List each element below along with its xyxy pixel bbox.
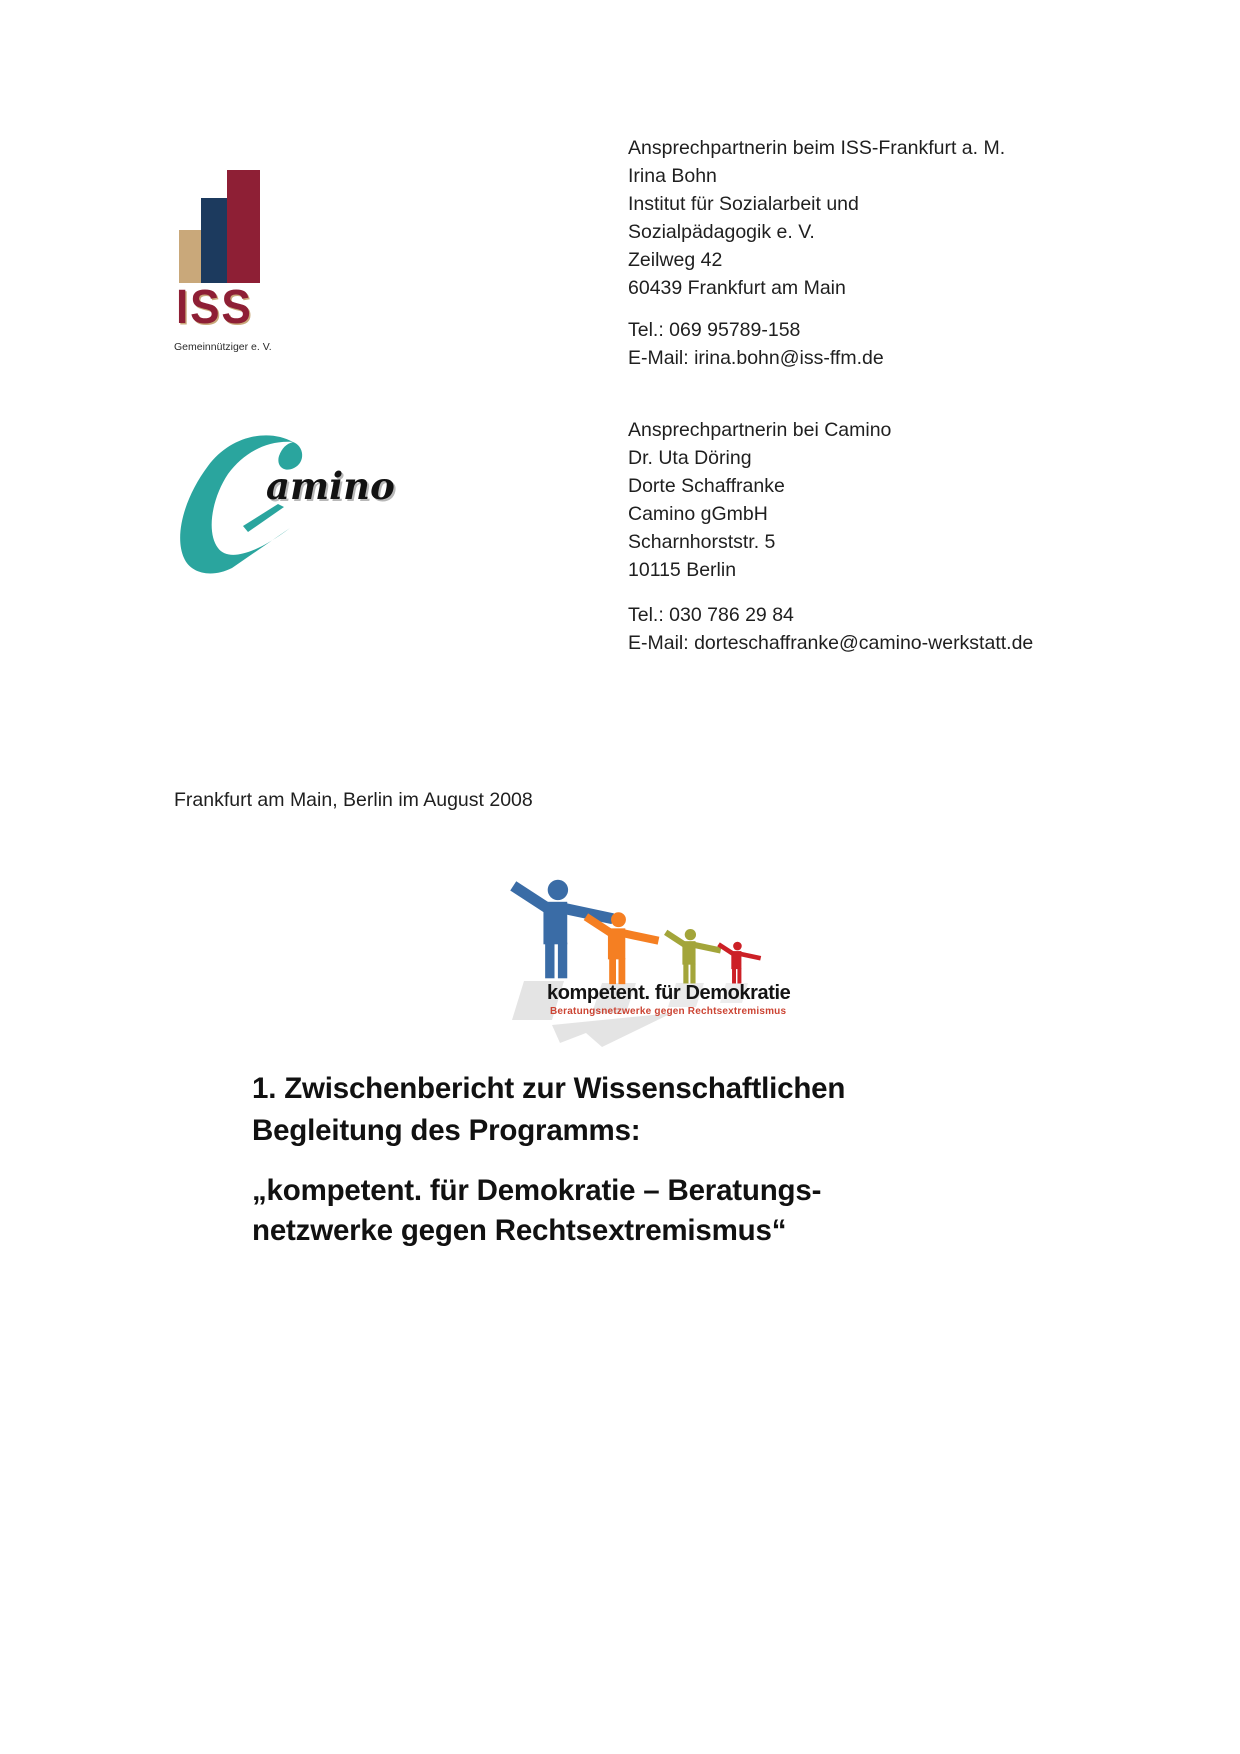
- contact-line: Dr. Uta Döring: [628, 447, 752, 469]
- report-title: [252, 1068, 1012, 1251]
- contact-line: Dorte Schaffranke: [628, 475, 785, 497]
- contact-line: Scharnhorststr. 5: [628, 531, 776, 553]
- contact-line: Institut für Sozialarbeit und: [628, 193, 859, 215]
- contact-block-iss-phone: [628, 316, 1098, 372]
- camino-c-icon: [168, 428, 408, 588]
- email-line: E-Mail: dorteschaffranke@camino-werkstatt.de: [628, 632, 1034, 654]
- contact-block-camino: [628, 416, 1098, 584]
- iss-logo: [160, 150, 300, 365]
- contact-line: 10115 Berlin: [628, 559, 737, 581]
- report-title-part2: [252, 1171, 1012, 1251]
- contact-line: Sozialpädagogik e. V.: [628, 221, 815, 243]
- program-logo-title: kompetent. für Demokratie: [547, 982, 791, 1004]
- title-line: netzwerke gegen Rechtsextremismus“: [252, 1214, 787, 1247]
- title-line: Begleitung des Programms:: [252, 1114, 641, 1147]
- camino-logo: [168, 428, 408, 588]
- contact-line: 60439 Frankfurt am Main: [628, 277, 846, 299]
- phone-line: Tel.: 069 95789-158: [628, 319, 801, 341]
- email-line: E-Mail: irina.bohn@iss-ffm.de: [628, 347, 884, 369]
- camino-logo-wordmark: amino: [266, 464, 395, 508]
- report-title-part1: [252, 1068, 1012, 1152]
- iss-bar-maroon: [227, 170, 260, 283]
- title-line: 1. Zwischenbericht zur Wissenschaftlichen: [252, 1072, 846, 1105]
- person-figure: [717, 942, 761, 984]
- contact-line: Irina Bohn: [628, 165, 717, 187]
- phone-line: Tel.: 030 786 29 84: [628, 604, 794, 626]
- contact-line: Ansprechpartnerin bei Camino: [628, 419, 892, 441]
- contact-line: Ansprechpartnerin beim ISS-Frankfurt a. M.: [628, 137, 1006, 159]
- iss-logo-wordmark: ISS: [176, 281, 253, 334]
- person-figure: [584, 912, 660, 984]
- contact-block-camino-phone: [628, 601, 1098, 657]
- contact-line: Zeilweg 42: [628, 249, 723, 271]
- iss-logo-subtitle: Gemeinnütziger e. V.: [174, 341, 272, 353]
- dateline: Frankfurt am Main, Berlin im August 2008: [174, 789, 533, 811]
- holding-hands-figures-icon: [490, 873, 820, 1048]
- contact-block-iss: [628, 134, 1098, 302]
- person-figure: [664, 929, 721, 984]
- program-logo-subtitle: Beratungsnetzwerke gegen Rechtsextremismus: [550, 1006, 787, 1017]
- title-line: „kompetent. für Demokratie – Beratungs-: [252, 1174, 822, 1207]
- contact-line: Camino gGmbH: [628, 503, 768, 525]
- program-logo: [490, 873, 820, 1048]
